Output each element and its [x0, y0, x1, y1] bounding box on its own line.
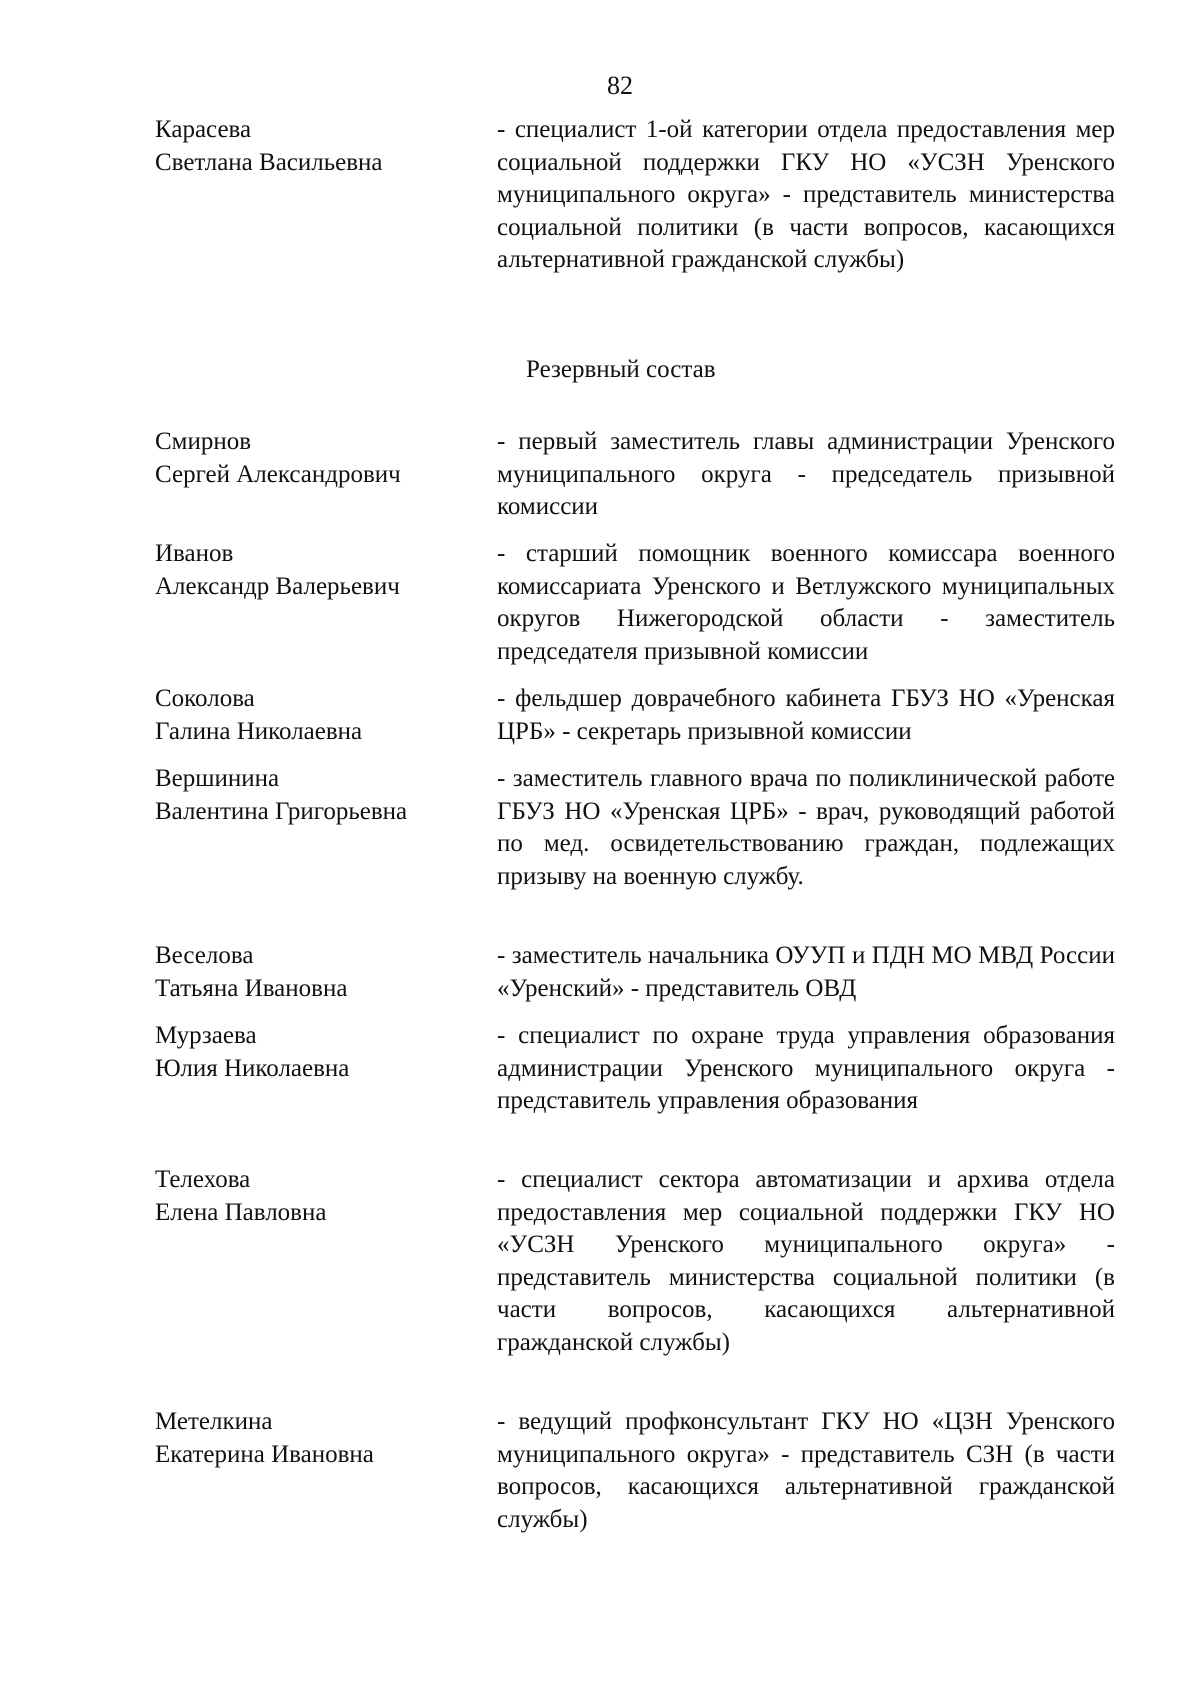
member-given-names: Галина Николаевна [155, 717, 363, 745]
member-given-names: Татьяна Ивановна [155, 974, 348, 1002]
member-role: - ведущий профконсультант ГКУ НО «ЦЗН Уренского муниципального округа» - представитель СЗН (в части вопросов, касающихся альтернативной гражданской службы) [497, 1408, 1115, 1533]
member-given-names: Светлана Васильевна [155, 148, 383, 176]
member-name [155, 1020, 485, 1085]
member-name [155, 538, 485, 603]
member-role: - фельдшер доврачебного кабинета ГБУЗ НО «Уренская ЦРБ» - секретарь призывной комиссии [497, 685, 1115, 745]
member-name [155, 683, 485, 748]
member-given-names: Сергей Александрович [155, 460, 401, 488]
member-given-names: Екатерина Ивановна [155, 1440, 374, 1468]
member-role: - специалист сектора автоматизации и архива отдела предоставления мер социальной поддержки ГКУ НО «УСЗН Уренского муниципального округа» - представитель министерства социальной политики (в части вопросов, касающихся альтернативной гражданской службы) [497, 1166, 1115, 1356]
section-heading-reserve: Резервный состав [526, 356, 716, 383]
member-surname: Соколова [155, 685, 255, 712]
member-name [155, 426, 485, 491]
member-name [155, 1406, 485, 1471]
member-role: - первый заместитель главы администрации Уренского муниципального округа - председатель призывной комиссии [497, 428, 1115, 520]
member-name [155, 763, 485, 828]
member-role: - заместитель главного врача по поликлинической работе ГБУЗ НО «Уренская ЦРБ» - врач, руководящий работой по мед. освидетельствованию граждан, подлежащих призыву на военную службу. [497, 765, 1115, 890]
member-given-names: Александр Валерьевич [155, 572, 400, 600]
member-surname: Мурзаева [155, 1022, 257, 1049]
member-given-names: Юлия Николаевна [155, 1054, 350, 1082]
member-surname: Вершинина [155, 765, 280, 792]
member-role: - заместитель начальника ОУУП и ПДН МО МВД России «Уренский» - представитель ОВД [497, 942, 1115, 1002]
member-role: - специалист 1-ой категории отдела предоставления мер социальной поддержки ГКУ НО «УСЗН Уренского муниципального округа» - представитель министерства социальной политики (в части вопросов, касающихся альтернативной гражданской службы) [497, 116, 1115, 273]
member-given-names: Валентина Григорьевна [155, 797, 408, 825]
member-role: - старший помощник военного комиссара военного комиссариата Уренского и Ветлужского муниципальных округов Нижегородской области - заместитель председателя призывной комиссии [497, 540, 1115, 665]
member-surname: Телехова [155, 1166, 251, 1193]
member-surname: Карасева [155, 116, 252, 143]
member-given-names: Елена Павловна [155, 1198, 327, 1226]
page-number: 82 [607, 71, 633, 100]
member-name [155, 1164, 485, 1229]
member-surname: Смирнов [155, 428, 252, 455]
member-role: - специалист по охране труда управления образования администрации Уренского муниципального округа - представитель управления образования [497, 1022, 1115, 1114]
member-surname: Иванов [155, 540, 234, 567]
member-surname: Веселова [155, 942, 254, 969]
member-surname: Метелкина [155, 1408, 273, 1435]
member-name [155, 940, 485, 1005]
member-name [155, 114, 485, 179]
